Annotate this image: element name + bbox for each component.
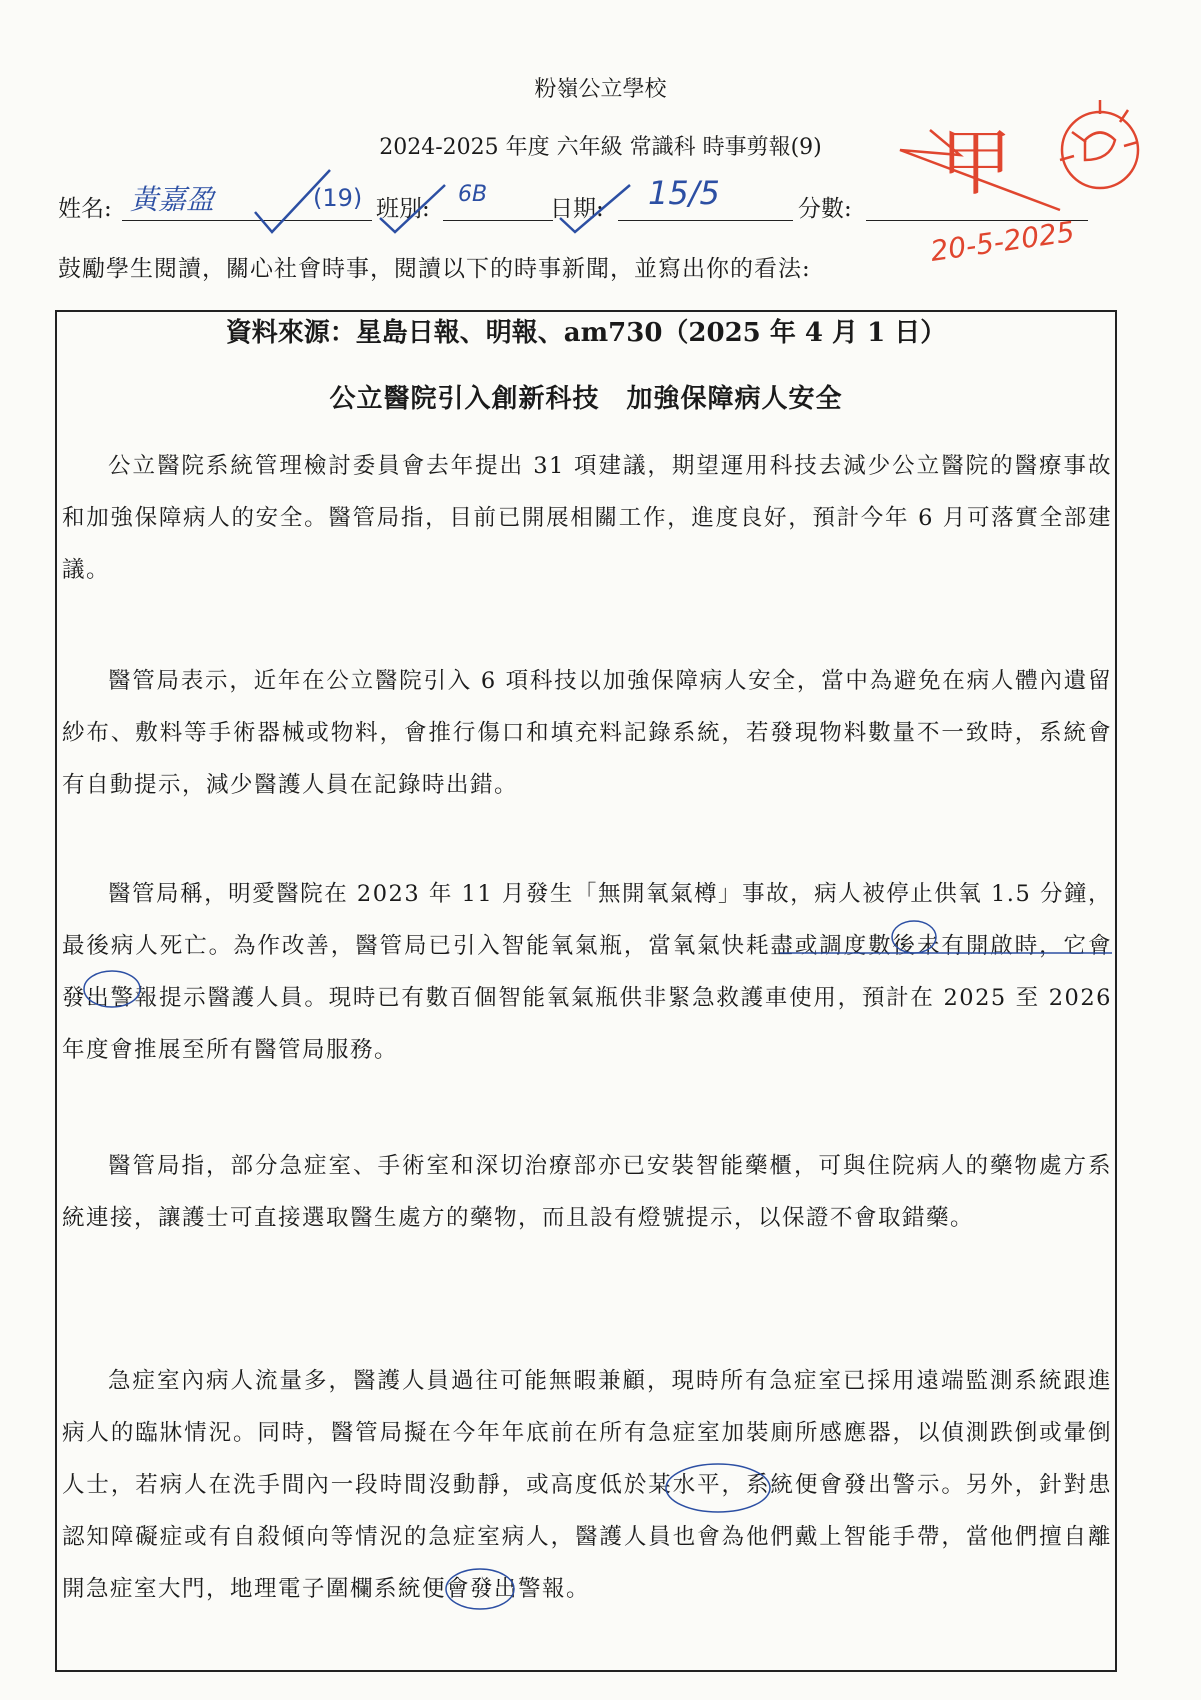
date-label: 日期:: [550, 196, 604, 222]
class-label: 班別:: [376, 196, 430, 222]
score-label: 分數:: [798, 196, 852, 222]
class-handwriting: 6B: [458, 182, 488, 207]
name-line: [122, 220, 372, 221]
grade-mark: 甲: [940, 121, 1013, 205]
instruction-text: 鼓勵學生閱讀，關心社會時事，閱讀以下的時事新聞，並寫出你的看法:: [58, 256, 811, 282]
class-line: [443, 220, 553, 221]
article-paragraph-1: 公立醫院系統管理檢討委員會去年提出 31 項建議，期望運用科技去減少公立醫院的醫療事故和加強保障病人的安全。醫管局指，目前已開展相關工作，進度良好，預計今年 6 月可落實全部建議。: [62, 453, 1112, 583]
article-source: 資料來源：星島日報、明報、am730（2025 年 4 月 1 日）: [225, 318, 947, 348]
student-number: (19): [313, 184, 363, 212]
article-paragraph-4: 醫管局指，部分急症室、手術室和深切治療部亦已安裝智能藥櫃，可與住院病人的藥物處方系統連接，讓護士可直接選取醫生處方的藥物，而且設有燈號提示，以保證不會取錯藥。: [62, 1153, 1112, 1231]
article-paragraph-2: 醫管局表示，近年在公立醫院引入 6 項科技以加強保障病人安全，當中為避免在病人體內遺留紗布、敷料等手術器械或物料，會推行傷口和填充料記錄系統，若發現物料數量不一致時，系統會有自動提示，減少醫護人員在記錄時出錯。: [62, 668, 1112, 798]
name-handwriting: 黃嘉盈: [130, 183, 215, 216]
date-line: [618, 220, 793, 221]
name-label: 姓名:: [58, 196, 112, 222]
grading-date: 20-5-2025: [928, 215, 1077, 268]
school-name: 粉嶺公立學校: [534, 77, 667, 102]
article-headline: 公立醫院引入創新科技 加強保障病人安全: [329, 384, 843, 414]
worksheet-subtitle: 2024-2025 年度 六年級 常識科 時事剪報(9): [379, 135, 822, 160]
article-paragraph-5: 急症室內病人流量多，醫護人員過往可能無暇兼顧，現時所有急症室已採用遠端監測系統跟進病人的臨牀情況。同時，醫管局擬在今年年底前在所有急症室加裝廁所感應器，以偵測跌倒或暈倒人士，若病人在洗手間內一段時間沒動靜，或高度低於某水平，系統便會發出警示。另外，針對患認知障礙症或有自殺傾向等情況的急症室病人，醫護人員也會為他們戴上智能手帶，當他們擅自離開急症室大門，地理電子圍欄系統便會發出警報。: [62, 1368, 1112, 1602]
article-paragraph-3: 醫管局稱，明愛醫院在 2023 年 11 月發生「無開氧氣樽」事故，病人被停止供氧 1.5 分鐘，最後病人死亡。為作改善，醫管局已引入智能氧氣瓶，當氧氣快耗盡或調度數後未有開啟時，它會發出警報提示醫護人員。現時已有數百個智能氧氣瓶供非緊急救護車使用，預計在 2025 至 2026 年度會推展至所有醫管局服務。: [62, 881, 1112, 1063]
date-handwriting: 15/5: [648, 174, 720, 212]
